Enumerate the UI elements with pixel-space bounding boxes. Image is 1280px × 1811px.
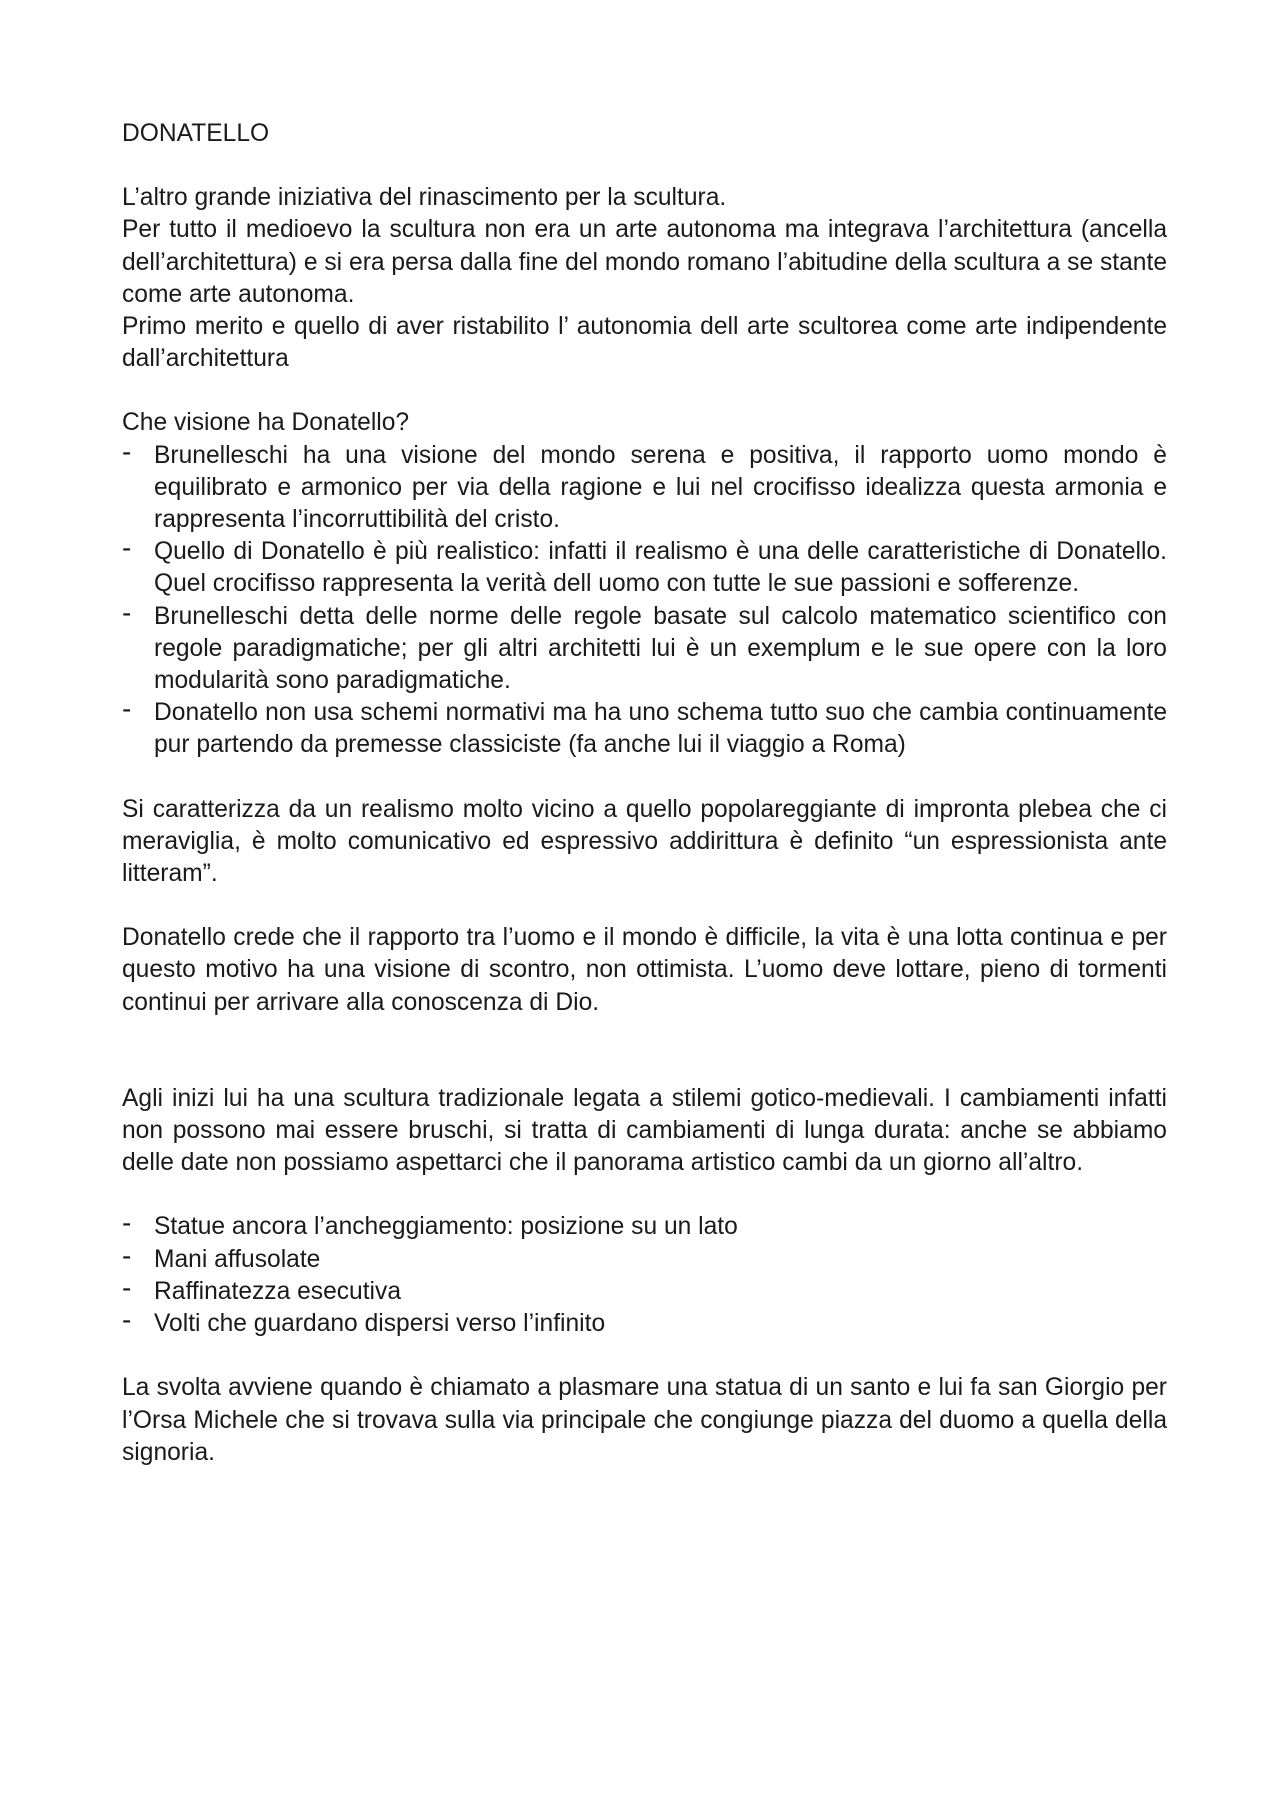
list-item: - Donatello non usa schemi normativi ma ha uno schema tutto suo che cambia continuamente pur partendo da premesse classiciste (fa anche lui il viaggio a Roma)	[122, 697, 1167, 761]
spacer	[122, 890, 1167, 922]
spacer	[122, 762, 1167, 794]
relationship-paragraph: Donatello crede che il rapporto tra l’uomo e il mondo è difficile, la vita è una lotta continua e per questo motivo ha una visione di scontro, non ottimista. L’uomo deve lottare, pieno di tormenti continui per arrivare alla conoscenza di Dio.	[122, 924, 1167, 1016]
intro-merit-paragraph: Primo merito e quello di aver ristabilito l’ autonomia dell arte scultorea come arte indipendente dall’architettura	[122, 313, 1167, 373]
list-item: - Brunelleschi detta delle norme delle regole basate sul calcolo matematico scientifico con regole paradigmatiche; per gli altri architetti lui è un exemplum e le sue opere con la loro modularità sono paradigmatiche.	[122, 601, 1167, 698]
vision-question: Che visione ha Donatello?	[122, 409, 410, 437]
turning-point-paragraph: La svolta avviene quando è chiamato a plasmare una statua di un santo e lui fa san Giorgio per l’Orsa Michele che si trovava sulla via principale che congiunge piazza del duomo a quella della signoria.	[122, 1374, 1167, 1466]
realism-paragraph: Si caratterizza da un realismo molto vicino a quello popolareggiante di impronta plebea che ci meraviglia, è molto comunicativo ed espressivo addirittura è definito “un espressionista ante litteram”.	[122, 795, 1167, 888]
list-item: - Raffinatezza esecutiva	[122, 1276, 1167, 1308]
list-item: - Volti che guardano dispersi verso l’infinito	[122, 1308, 1167, 1340]
list-item: - Quello di Donatello è più realistico: infatti il realismo è una delle caratteristiche di Donatello. Quel crocifisso rappresenta la verità dell uomo con tutte le sue passioni e sofferenze.	[122, 536, 1167, 600]
list-item: - Brunelleschi ha una visione del mondo serena e positiva, il rapporto uomo mondo è equilibrato e armonico per via della ragione e lui nel crocifisso idealizza questa armonia e rappresenta l’incorruttibilità del cristo.	[122, 440, 1167, 537]
document-page	[122, 118, 1167, 1469]
vision-list	[122, 440, 1167, 762]
intro-line: L’altro grande iniziativa del rinascimento per la scultura.	[122, 184, 727, 212]
spacer	[122, 375, 1167, 407]
spacer	[122, 1340, 1167, 1372]
spacer	[122, 1019, 1167, 1083]
intro-paragraph: Per tutto il medioevo la scultura non era un arte autonoma ma integrava l’architettura (ancella dell’architettura) e si era persa dalla fine del mondo romano l’abitudine della scultura a se stante come arte autonoma.	[122, 216, 1167, 308]
features-list	[122, 1211, 1167, 1340]
list-item: - Statue ancora l’ancheggiamento: posizione su un lato	[122, 1211, 1167, 1243]
spacer	[122, 1179, 1167, 1211]
document-title: DONATELLO	[122, 120, 270, 147]
beginnings-paragraph: Agli inizi lui ha una scultura tradizionale legata a stilemi gotico-medievali. I cambiamenti infatti non possono mai essere bruschi, si tratta di cambiamenti di lunga durata: anche se abbiamo delle date non possiamo aspettarci che il panorama artistico cambi da un giorno all’altro.	[122, 1084, 1167, 1177]
list-item: - Mani affusolate	[122, 1244, 1167, 1276]
